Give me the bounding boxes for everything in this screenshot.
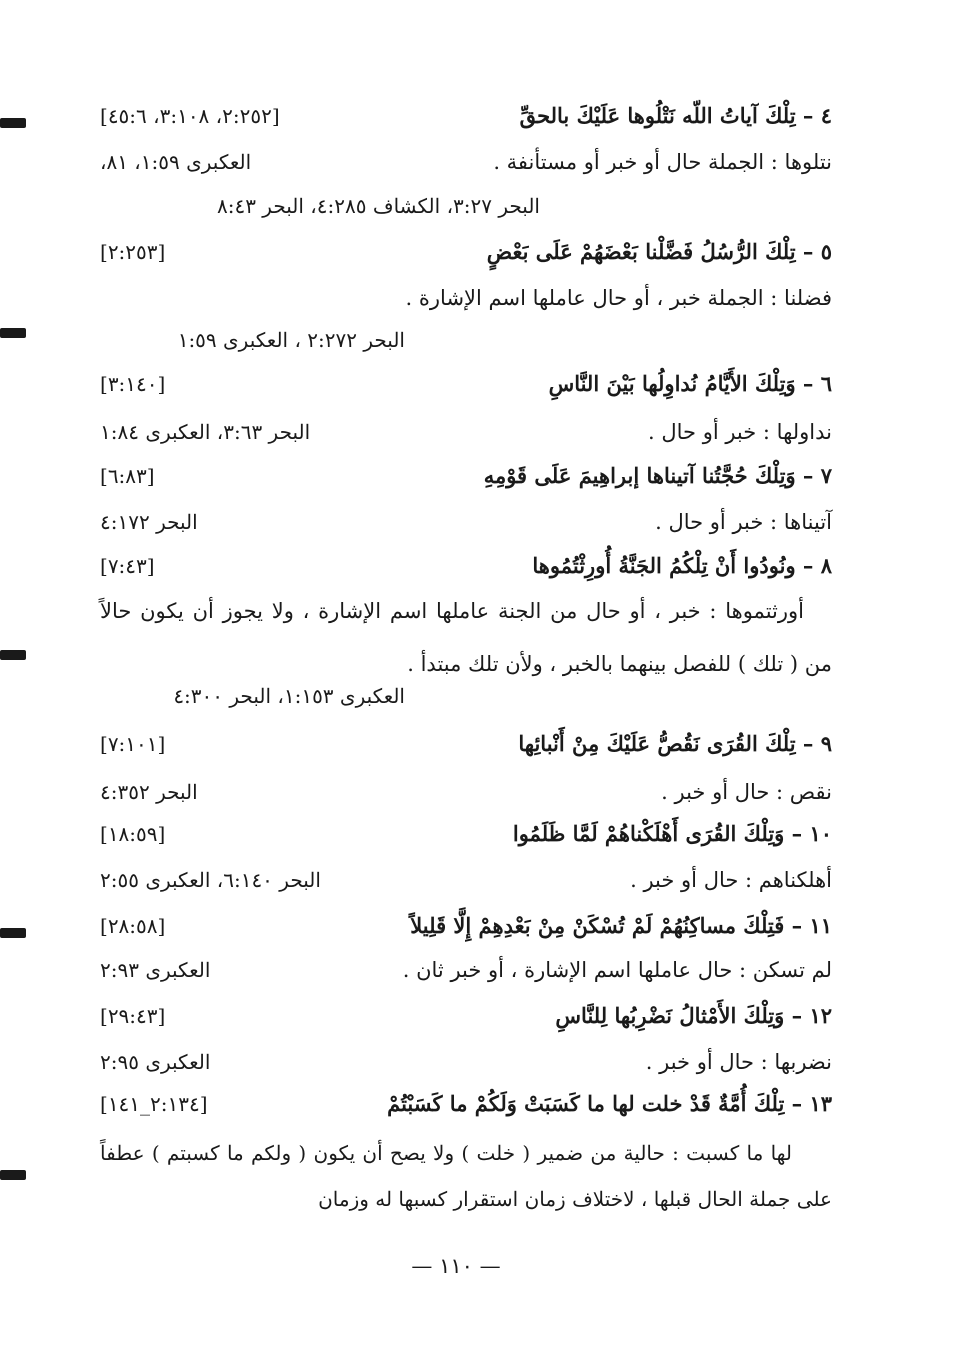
- note-line: [100, 950, 832, 990]
- verse-line: [100, 546, 832, 586]
- verse-line: [100, 96, 832, 136]
- source-line: البحر ٣:٢٧، الكشاف ٤:٢٨٥، البحر ٨:٤٣: [216, 194, 540, 218]
- binding-mark: [0, 650, 26, 660]
- binding-mark: [0, 928, 26, 938]
- source-line: العكبرى ١:١٥٣، البحر ٤:٣٠٠: [173, 684, 405, 708]
- verse-line: [100, 814, 832, 854]
- verse-line: [100, 724, 832, 764]
- grammar-note: نداولها : خبر أو حال .: [648, 420, 832, 444]
- verse-reference: [٢:٢٥٣]: [100, 240, 166, 264]
- verse-line: [100, 906, 832, 946]
- note-line: [100, 502, 832, 542]
- verse-text: ٧ – وَتِلْكَ حُجَّتُنا آتيناها إبراهِيمَ عَلَى قَوْمِهِ: [483, 463, 832, 488]
- verse-reference: [٧:١٠١]: [100, 732, 166, 756]
- source-reference: البحر ٣:٦٣، العكبرى ١:٨٤: [100, 420, 311, 444]
- source-reference: العكبرى ٢:٩٣: [100, 958, 211, 982]
- verse-reference: [٧:٤٣]: [100, 554, 155, 578]
- verse-text: ٦ – وَتِلْكَ الأَيَّامُ نُداوِلُها بَيْنَ النَّاسِ: [548, 371, 832, 396]
- source-reference: البحر ٤:٣٥٢: [100, 780, 198, 804]
- note-line: [100, 412, 832, 452]
- note-line: [100, 1042, 832, 1082]
- grammar-note-paragraph: أورثتموها : خبر ، أو حال من الجنة عاملها اسم الإشارة ، ولا يجوز أن يكون حالاً من ( تلك ) للفصل بينهما بالخبر ، ولأن تلك مبتدأ .: [100, 599, 832, 676]
- note-line: [100, 860, 832, 900]
- source-reference: العكبرى ٢:٩٥: [100, 1050, 211, 1074]
- binding-mark: [0, 118, 26, 128]
- verse-reference: [٣:١٤٠]: [100, 372, 166, 396]
- binding-mark: [0, 328, 26, 338]
- verse-line: [100, 456, 832, 496]
- grammar-note: أهلكناهم : حال أو خبر .: [630, 868, 832, 892]
- grammar-note: آتيناها : خبر أو حال .: [655, 510, 832, 534]
- note-line: [100, 772, 832, 812]
- verse-text: ٩ – تِلْكَ القُرَى نَقُصُّ عَلَيْكَ مِنْ أَنْبائِها: [518, 731, 832, 756]
- verse-reference: [٢٩:٤٣]: [100, 1004, 166, 1028]
- verse-reference: [٦:٨٣]: [100, 464, 155, 488]
- source-line: البحر ٢:٢٧٢ ، العكبرى ١:٥٩: [177, 328, 405, 352]
- verse-text: ٨ – ونُودُوا أَنْ تِلْكُمُ الجَنَّةُ أُورِثْتُمُوها: [532, 553, 832, 578]
- source-reference: العكبرى ١:٥٩، ٨١،: [100, 150, 252, 174]
- verse-reference: [٢٨:٥٨]: [100, 914, 166, 938]
- verse-text: ٤ – تِلْكَ آياتُ اللّه نَتْلُوها عَلَيْكَ بالحقِّ: [519, 103, 832, 128]
- verse-text: ١٢ – وَتِلْكَ الأَمْثالُ نَضْرِبُها لِلنَّاسِ: [555, 1003, 832, 1028]
- grammar-note: نضربها : حال أو خبر .: [645, 1050, 832, 1074]
- verse-reference: [٢:٢٥٢، ٣:١٠٨، ٤٥:٦]: [100, 104, 280, 128]
- verse-text: ١١ – فَتِلْكَ مساكِنُهُمْ لَمْ تُسْكَنْ مِنْ بَعْدِهِمْ إِلَّا قَلِيلاً: [410, 913, 832, 938]
- verse-line: [100, 1084, 832, 1124]
- verse-line: [100, 232, 832, 272]
- verse-text: ٥ – تِلْكَ الرُّسُلُ فَضَّلْنا بَعْضَهُمْ عَلَى بَعْضٍ: [486, 239, 832, 264]
- verse-text: ١٣ – تِلْكَ أُمَّةٌ قَدْ خلت لها ما كَسَبَتْ وَلَكُمْ ما كَسَبْتُمْ: [387, 1091, 832, 1116]
- verse-reference: [٢:١٣٤_١٤١]: [100, 1092, 208, 1116]
- page-number: — ١١٠ —: [411, 1254, 501, 1278]
- grammar-note: نتلوها : الجملة حال أو خبر أو مستأنفة .: [493, 150, 832, 174]
- verse-line: [100, 996, 832, 1036]
- grammar-note-paragraph: لها ما كسبت : حالية من ضمير ( خلت ) ولا يصح أن يكون ( ولكم ما كسبتم ) عطفاً على جملة الحال قبلها ، لاختلاف زمان استقرار كسبها له وزمان: [100, 1141, 832, 1211]
- binding-mark: [0, 1170, 26, 1180]
- verse-line: [100, 364, 832, 404]
- grammar-note: نقص : حال أو خبر .: [661, 780, 832, 804]
- source-reference: البحر ٦:١٤٠، العكبرى ٢:٥٥: [100, 868, 321, 892]
- note-line: [100, 142, 832, 182]
- note-line: [100, 278, 832, 318]
- grammar-note: لم تسكن : حال عاملها اسم الإشارة ، أو خبر ثان .: [402, 958, 832, 982]
- grammar-note: فضلنا : الجملة خبر ، أو حال عاملها اسم الإشارة .: [405, 286, 832, 310]
- source-reference: البحر ٤:١٧٢: [100, 510, 198, 534]
- verse-text: ١٠ – وَتِلْكَ القُرَى أَهْلَكْناهُمْ لَمَّا ظَلَمُوا: [512, 821, 832, 846]
- verse-reference: [١٨:٥٩]: [100, 822, 166, 846]
